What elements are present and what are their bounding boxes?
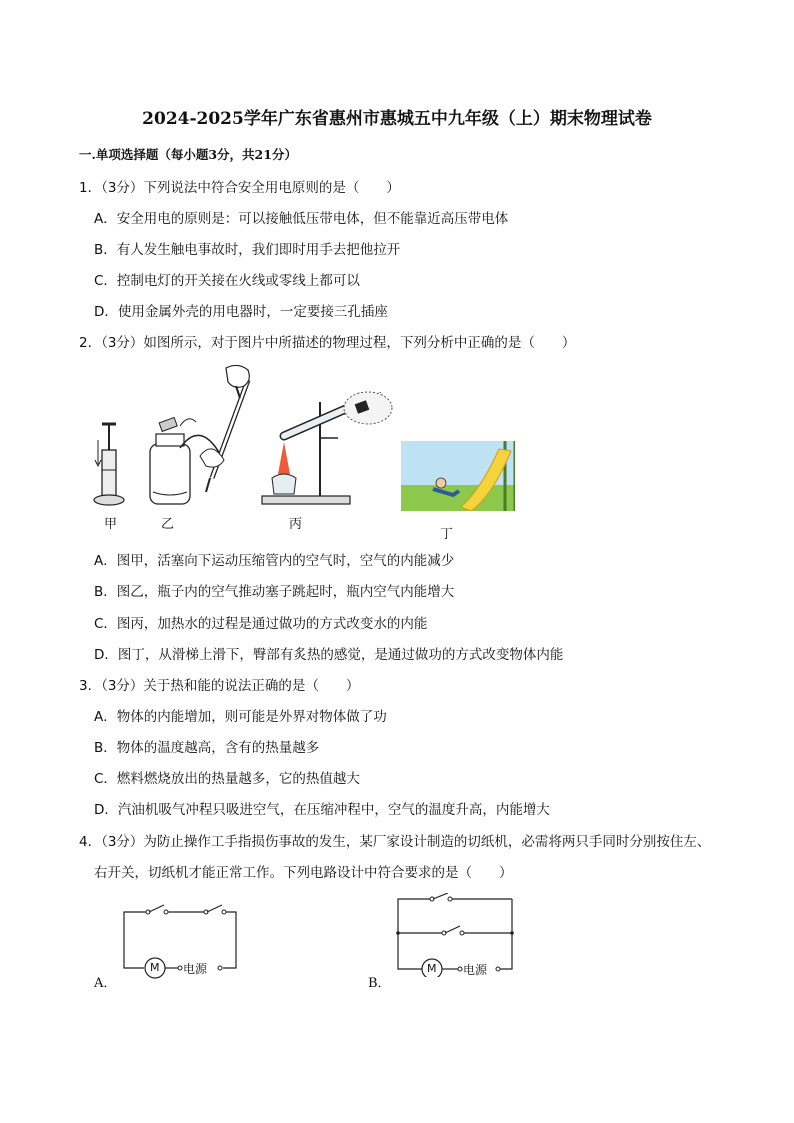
question-3-option-a: A．物体的内能增加，则可能是外界对物体做了功 xyxy=(94,709,387,725)
circuit-a-motor-label: M xyxy=(150,961,160,974)
question-4-stem-line2: 右开关，切纸机才能正常工作。下列电路设计中符合要求的是（ ） xyxy=(94,865,513,881)
hand-icon xyxy=(218,360,258,400)
question-3-stem: 3．（3分）关于热和能的说法正确的是（ ） xyxy=(79,678,360,694)
circuit-a-diagram xyxy=(118,900,242,980)
circuit-a-source-label: 电源 xyxy=(183,962,208,976)
question-3-option-d: D．汽油机吸气冲程只吸进空气，在压缩冲程中，空气的温度升高，内能增大 xyxy=(94,802,550,818)
question-1-option-a: A．安全用电的原则是：可以接触低压带电体，但不能靠近高压带电体 xyxy=(94,211,509,227)
question-2-stem: 2．（3分）如图所示，对于图片中所描述的物理过程，下列分析中正确的是（ ） xyxy=(79,335,576,351)
question-2-option-d: D．图丁，从滑梯上滑下，臀部有炙热的感觉，是通过做功的方式改变物体内能 xyxy=(94,647,564,663)
circuit-b-motor-label: M xyxy=(427,962,437,975)
question-3-option-c: C．燃料燃烧放出的热量越多，它的热值越大 xyxy=(94,771,360,787)
figure-label-bing: 丙 xyxy=(289,517,303,532)
question-1-option-b: B．有人发生触电事故时，我们即时用手去把他拉开 xyxy=(94,242,401,258)
circuit-b-option-label: B． xyxy=(368,976,391,991)
question-4-stem-line1: 4．（3分）为防止操作工手指损伤事故的发生，某厂家设计制造的切纸机，必需将两只手同时分别按住左、 xyxy=(79,834,711,850)
question-1-option-d: D．使用金属外壳的用电器时，一定要接三孔插座 xyxy=(94,304,388,320)
circuit-b-diagram xyxy=(392,893,520,977)
pump-figure xyxy=(92,420,126,508)
question-2-option-b: B．图乙，瓶子内的空气推动塞子跳起时，瓶内空气内能增大 xyxy=(94,584,455,600)
figure-label-yi: 乙 xyxy=(161,517,175,532)
steam-cloud-icon xyxy=(340,388,395,428)
figure-label-jia: 甲 xyxy=(104,517,118,532)
section-heading: 一.单项选择题（每小题3分，共21分） xyxy=(79,147,297,162)
slide-scene-figure xyxy=(401,441,515,511)
question-1-stem: 1．（3分）下列说法中符合安全用电原则的是（ ） xyxy=(79,180,400,196)
page-title: 2024-2025学年广东省惠州市惠城五中九年级（上）期末物理试卷 xyxy=(142,109,652,129)
circuit-a-option-label: A． xyxy=(94,976,117,991)
figure-label-ding: 丁 xyxy=(440,527,454,542)
circuit-b-source-label: 电源 xyxy=(463,963,488,977)
question-1-option-c: C．控制电灯的开关接在火线或零线上都可以 xyxy=(94,273,360,289)
question-3-option-b: B．物体的温度越高，含有的热量越多 xyxy=(94,740,320,756)
question-2-option-c: C．图丙，加热水的过程是通过做功的方式改变水的内能 xyxy=(94,616,428,632)
question-2-option-a: A．图甲，活塞向下运动压缩管内的空气时，空气的内能减少 xyxy=(94,553,455,569)
